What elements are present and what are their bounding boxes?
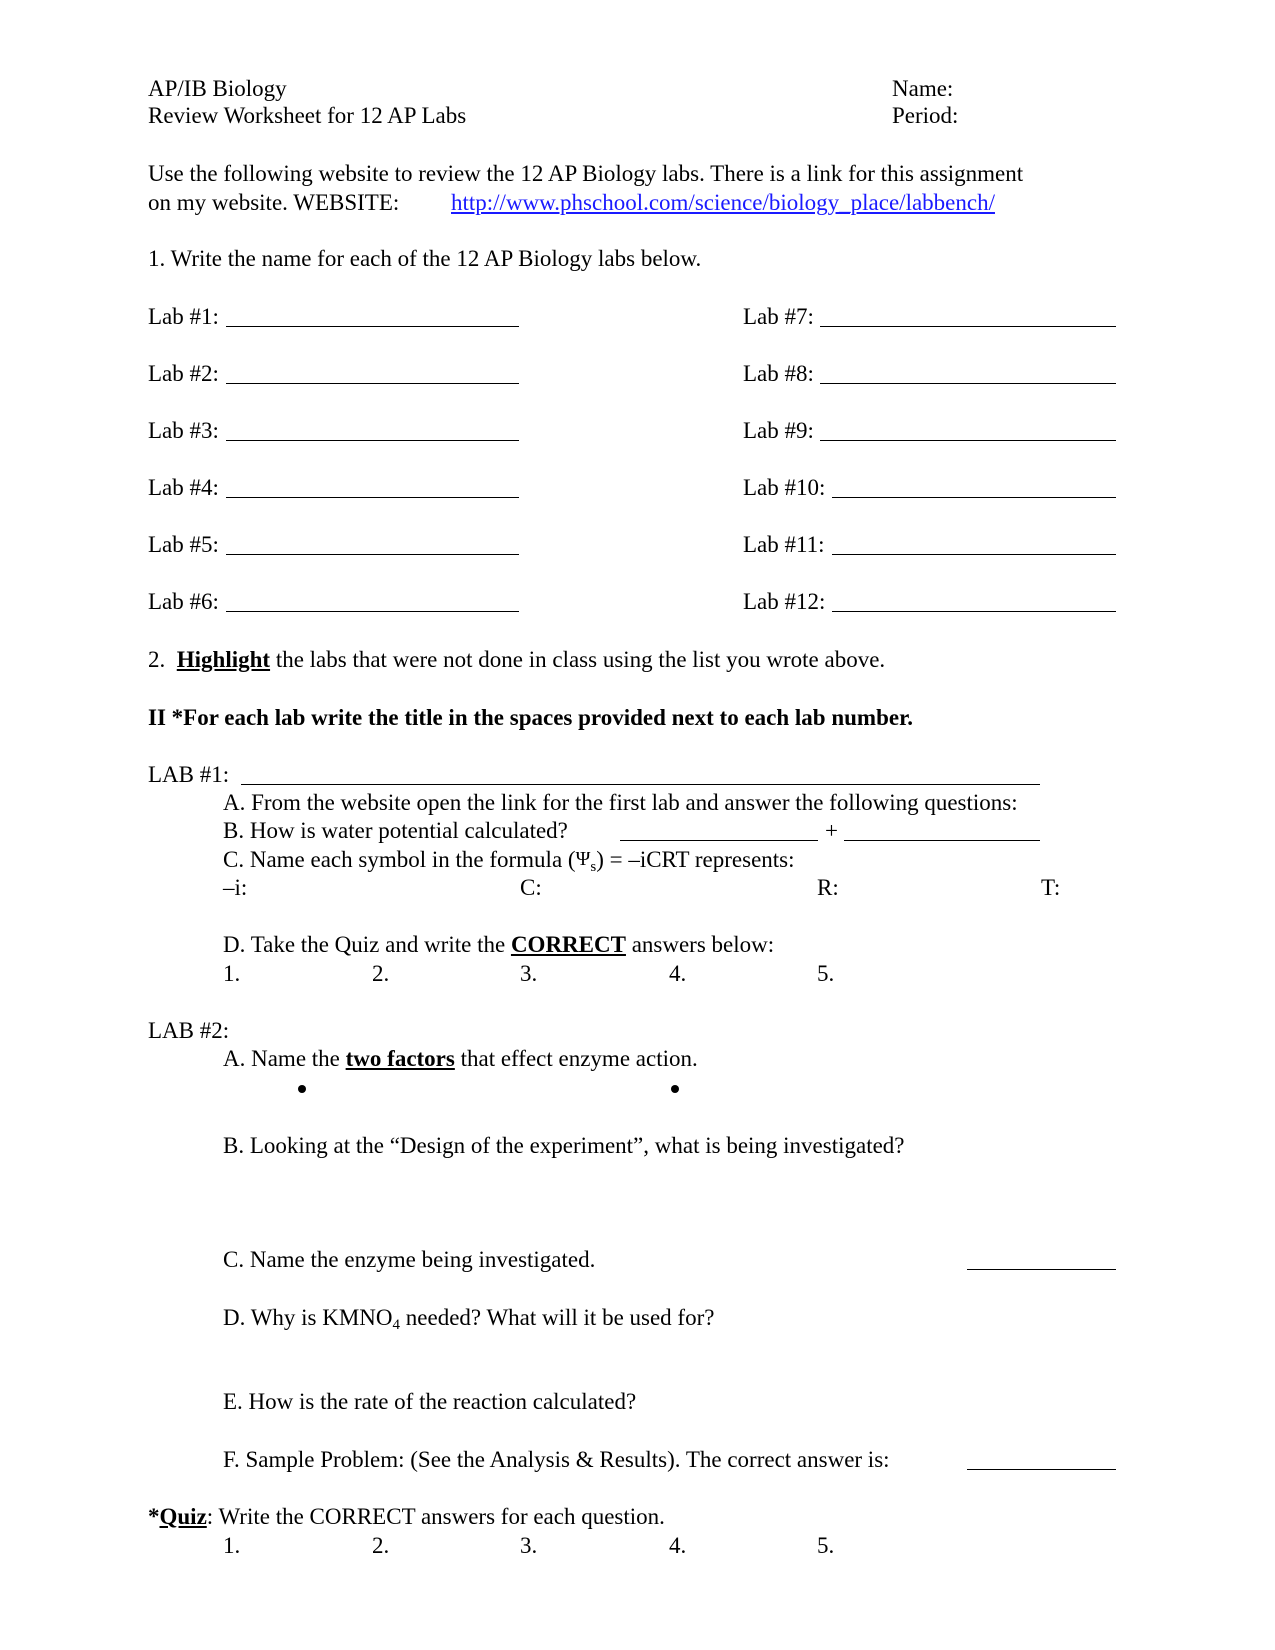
item-d-suffix: answers below: [631, 932, 775, 957]
lab-1-label: Lab #1: [148, 304, 219, 329]
symbol-t: T: [1041, 875, 1061, 900]
quiz-number-4: 4. [669, 1533, 687, 1558]
lab-9-label: Lab #9: [743, 418, 814, 443]
quiz-label: Quiz [159, 1504, 207, 1529]
website-link[interactable]: http://www.phschool.com/science/biology_place/labbench/ [451, 190, 995, 215]
quiz-instruction [148, 1505, 665, 1528]
lab-5-blank[interactable] [226, 554, 519, 555]
lab-8-label: Lab #8: [743, 361, 814, 386]
question-1-text: 1. Write the name for each of the 12 AP Biology labs below. [148, 246, 702, 271]
item-c-suffix: ) = –iCRT represents: [596, 847, 795, 872]
lab-10-label: Lab #10: [743, 475, 826, 500]
lab-10-blank[interactable] [832, 497, 1116, 498]
lab-2-item-c: C. Name the enzyme being investigated. [223, 1247, 596, 1272]
lab-7-label: Lab #7: [743, 304, 814, 329]
quiz-star: * [148, 1504, 160, 1529]
lab-1-item-d [223, 933, 774, 956]
lab-1-quiz-1: 1. [223, 961, 241, 986]
course-title: AP/IB Biology [148, 76, 287, 101]
lab-1-blank[interactable] [226, 326, 519, 327]
bullet-factor-2 [671, 1085, 679, 1093]
lab-12-blank[interactable] [832, 611, 1116, 612]
lab-1-quiz-2: 2. [372, 961, 390, 986]
worksheet-title: Review Worksheet for 12 AP Labs [148, 103, 467, 128]
highlight-word: Highlight [176, 647, 271, 672]
lab-1-quiz-4: 4. [669, 961, 687, 986]
name-label: Name: [892, 76, 954, 101]
item-d-prefix: D. Take the Quiz and write the [223, 932, 506, 957]
lab-1-quiz-3: 3. [520, 961, 538, 986]
lab-11-label: Lab #11: [743, 532, 825, 557]
correct-word: CORRECT [510, 932, 626, 957]
lab-6-label: Lab #6: [148, 589, 219, 614]
quiz-number-5: 5. [817, 1533, 835, 1558]
symbol-r: R: [817, 875, 839, 900]
item-a-suffix: that effect enzyme action. [460, 1046, 698, 1071]
symbol-c: C: [520, 875, 542, 900]
lab-2-label: Lab #2: [148, 361, 219, 386]
question-2 [148, 648, 885, 671]
question-2-number: 2. [148, 647, 166, 672]
two-factors-phrase: two factors [345, 1046, 455, 1071]
lab-11-blank[interactable] [832, 554, 1116, 555]
lab-2-blank[interactable] [226, 383, 519, 384]
lab-4-label: Lab #4: [148, 475, 219, 500]
quiz-number-1: 1. [223, 1533, 241, 1558]
sample-answer-blank[interactable] [967, 1469, 1116, 1470]
item-d-suffix: needed? What will it be used for? [405, 1305, 715, 1330]
lab-2-item-b: B. Looking at the “Design of the experiment”, what is being investigated? [223, 1133, 905, 1158]
item-d-prefix: D. Why is KMNO [223, 1305, 393, 1330]
lab-1-item-b: B. How is water potential calculated? [223, 818, 568, 843]
lab-4-blank[interactable] [226, 497, 519, 498]
enzyme-name-blank[interactable] [967, 1269, 1116, 1270]
psi-symbol: Ψ [575, 848, 591, 870]
lab-7-blank[interactable] [820, 326, 1116, 327]
water-potential-blank-1[interactable] [620, 840, 818, 841]
bullet-factor-1 [298, 1085, 306, 1093]
lab-3-blank[interactable] [226, 440, 519, 441]
intro-line-1: Use the following website to review the 12 AP Biology labs. There is a link for this assignment [148, 161, 1024, 186]
quiz-number-3: 3. [520, 1533, 538, 1558]
lab-12-label: Lab #12: [743, 589, 826, 614]
lab-2-item-e: E. How is the rate of the reaction calculated? [223, 1389, 637, 1414]
lab-1-item-c [223, 847, 795, 875]
lab-9-blank[interactable] [820, 440, 1116, 441]
lab-2-item-a [223, 1047, 698, 1070]
intro-line-2: on my website. WEBSITE: [148, 190, 400, 215]
item-c-prefix: C. Name each symbol in the formula ( [223, 847, 576, 872]
lab-3-label: Lab #3: [148, 418, 219, 443]
period-label: Period: [892, 103, 959, 128]
water-potential-blank-2[interactable] [844, 840, 1040, 841]
quiz-text: : Write the CORRECT answers for each question. [206, 1504, 665, 1529]
lab-8-blank[interactable] [820, 383, 1116, 384]
lab-2-section-label: LAB #2: [148, 1018, 230, 1043]
lab-6-blank[interactable] [226, 611, 519, 612]
lab-2-item-d [223, 1305, 715, 1333]
symbol-i: –i: [223, 875, 248, 900]
plus-sign: + [825, 818, 838, 843]
item-a-prefix: A. Name the [223, 1046, 340, 1071]
lab-1-title-blank[interactable] [241, 784, 1040, 785]
lab-1-section-label: LAB #1: [148, 762, 230, 787]
lab-2-item-f: F. Sample Problem: (See the Analysis & Results). The correct answer is: [223, 1447, 890, 1472]
section-2-heading: II *For each lab write the title in the spaces provided next to each lab number. [148, 705, 913, 730]
lab-5-label: Lab #5: [148, 532, 219, 557]
lab-1-item-a: A. From the website open the link for the first lab and answer the following questions: [223, 790, 1018, 815]
lab-1-quiz-5: 5. [817, 961, 835, 986]
psi-subscript: s [590, 859, 597, 875]
question-2-text: the labs that were not done in class using the list you wrote above. [275, 647, 886, 672]
quiz-number-2: 2. [372, 1533, 390, 1558]
item-d-subscript: 4 [392, 1317, 401, 1333]
